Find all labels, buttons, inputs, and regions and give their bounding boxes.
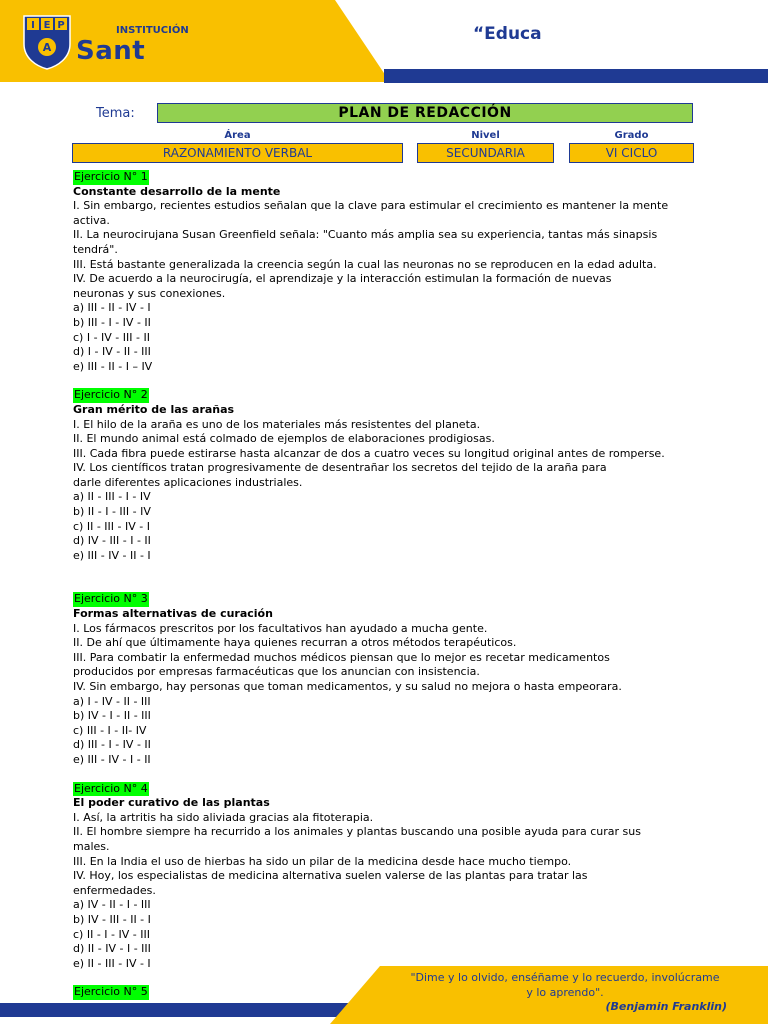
institution-motto: “Educa bbox=[473, 24, 542, 44]
exercise-list bbox=[73, 170, 673, 1000]
exercise-statement: III. En la India el uso de hierbas ha sido un pilar de la medicina desde hace mucho tiempo. bbox=[73, 854, 572, 868]
quote-author: (Benjamin Franklin) bbox=[605, 1000, 727, 1013]
answer-option: e) III - IV - I - II bbox=[73, 752, 151, 766]
exercise-statement: IV. Sin embargo, hay personas que toman medicamentos, y su salud no mejora o hasta empeorara. bbox=[73, 680, 622, 693]
answer-option: a) III - II - IV - I bbox=[73, 301, 151, 315]
exercise-title: Constante desarrollo de la mente bbox=[73, 184, 281, 198]
answer-option: c) II - III - IV - I bbox=[73, 519, 150, 533]
answer-option: e) II - III - IV - I bbox=[73, 956, 151, 970]
institution-label: INSTITUCIÓN bbox=[116, 25, 189, 36]
exercise-statement: I. Así, la artritis ha sido aliviada gracias ala fitoterapia. bbox=[73, 810, 374, 824]
exercise-statement: IV. Hoy, los especialistas de medicina alternativa suelen valerse de las plantas para tratar las enfermedades. bbox=[73, 869, 588, 897]
answer-option: a) II - III - I - IV bbox=[73, 490, 151, 504]
answer-option: b) IV - III - II - I bbox=[73, 912, 151, 926]
exercise-title: El poder curativo de las plantas bbox=[73, 796, 270, 810]
answer-option: a) I - IV - II - III bbox=[73, 694, 151, 708]
exercise-statement: I. El hilo de la araña es uno de los materiales más resistentes del planeta. bbox=[73, 417, 481, 431]
logo-letter-a: A bbox=[42, 41, 52, 54]
answer-option: c) III - I - II- IV bbox=[73, 723, 147, 737]
exercise-title: Formas alternativas de curación bbox=[73, 607, 273, 621]
exercise-title: Gran mérito de las arañas bbox=[73, 402, 235, 416]
footer-quote bbox=[400, 970, 730, 1000]
answer-option: b) IV - I - II - III bbox=[73, 709, 151, 723]
spacer bbox=[73, 768, 673, 782]
exercise-label: Ejercicio N° 1 bbox=[74, 170, 148, 183]
school-crest-logo bbox=[22, 14, 72, 70]
logo-letter-i: I bbox=[31, 20, 35, 31]
footer-blue-stripe bbox=[0, 1003, 390, 1017]
answer-option: b) III - I - IV - II bbox=[73, 315, 151, 329]
exercise-statement: II. De ahí que últimamente haya quienes recurran a otros métodos terapéuticos. bbox=[73, 636, 517, 650]
exercise-statement: II. El mundo animal está colmado de ejemplos de elaboraciones prodigiosas. bbox=[73, 432, 495, 446]
exercise-statement: I. Los fármacos prescritos por los facultativos han ayudado a mucha gente. bbox=[73, 621, 488, 635]
exercise-statement: I. Sin embargo, recientes estudios señalan que la clave para estimular el crecimiento es mantener la mente activa. bbox=[73, 199, 669, 227]
exercise-label: Ejercicio N° 3 bbox=[74, 592, 148, 606]
spacer bbox=[73, 563, 673, 592]
tema-label: Tema: bbox=[96, 106, 135, 121]
answer-option: a) IV - II - I - III bbox=[73, 898, 151, 912]
exercise-label: Ejercicio N° 4 bbox=[74, 781, 148, 795]
logo-letter-p: P bbox=[57, 20, 65, 31]
quote-line-1: "Dime y lo olvido, enséñame y lo recuerdo, involúcrame bbox=[410, 971, 720, 984]
logo-letter-e: E bbox=[43, 20, 51, 31]
exercise-statement: II. La neurocirujana Susan Greenfield señala: "Cuanto más amplia sea su experiencia, tantas más sinapsis tendrá". bbox=[73, 228, 658, 256]
answer-option: d) IV - III - I - II bbox=[73, 534, 151, 548]
nivel-value: SECUNDARIA bbox=[417, 143, 554, 163]
exercise-2 bbox=[73, 388, 673, 563]
grado-value: VI CICLO bbox=[569, 143, 694, 163]
exercise-statement: III. Está bastante generalizada la creencia según la cual las neuronas no se reproducen en la edad adulta. bbox=[73, 257, 657, 271]
answer-option: e) III - II - I – IV bbox=[73, 359, 153, 373]
answer-option: c) II - I - IV - III bbox=[73, 927, 150, 941]
answer-option: d) III - I - IV - II bbox=[73, 738, 151, 752]
institution-name: Sant bbox=[76, 36, 146, 66]
plan-title: PLAN DE REDACCIÓN bbox=[157, 103, 693, 123]
exercise-statement: III. Para combatir la enfermedad muchos médicos piensan que lo mejor es recetar medicamentos producidos por empresas farmacéuticas que los anuncian con insistencia. bbox=[73, 650, 610, 679]
header-blue-stripe bbox=[384, 69, 768, 83]
answer-option: b) II - I - III - IV bbox=[73, 505, 151, 519]
answer-option: c) I - IV - III - II bbox=[73, 330, 150, 344]
exercise-1 bbox=[73, 170, 673, 374]
answer-option: e) III - IV - II - I bbox=[73, 548, 151, 562]
answer-option: d) II - IV - I - III bbox=[73, 942, 151, 956]
spacer bbox=[73, 374, 673, 388]
exercise-label: Ejercicio N° 2 bbox=[74, 388, 148, 402]
exercise-statement: III. Cada fibra puede estirarse hasta alcanzar de dos a cuatro veces su longitud original antes de romperse. bbox=[73, 446, 665, 460]
exercise-statement: IV. De acuerdo a la neurocirugía, el aprendizaje y la interacción estimulan la formación de nuevas neuronas y sus conexiones. bbox=[73, 272, 612, 300]
grado-label: Grado bbox=[614, 130, 649, 141]
quote-line-2: y lo aprendo". bbox=[526, 986, 604, 999]
exercise-statement: II. El hombre siempre ha recurrido a los animales y plantas buscando una posible ayuda para curar sus males. bbox=[73, 825, 641, 853]
exercise-3 bbox=[73, 592, 673, 767]
area-value: RAZONAMIENTO VERBAL bbox=[72, 143, 403, 163]
nivel-label: Nivel bbox=[471, 130, 500, 141]
exercise-4 bbox=[73, 782, 673, 972]
area-label: Área bbox=[224, 130, 251, 141]
answer-option: d) I - IV - II - III bbox=[73, 345, 151, 359]
exercise-statement: IV. Los científicos tratan progresivamente de desentrañar los secretos del tejido de la araña para darle diferentes aplicaciones industriales. bbox=[73, 461, 607, 489]
exercise-label: Ejercicio N° 5 bbox=[74, 985, 148, 999]
